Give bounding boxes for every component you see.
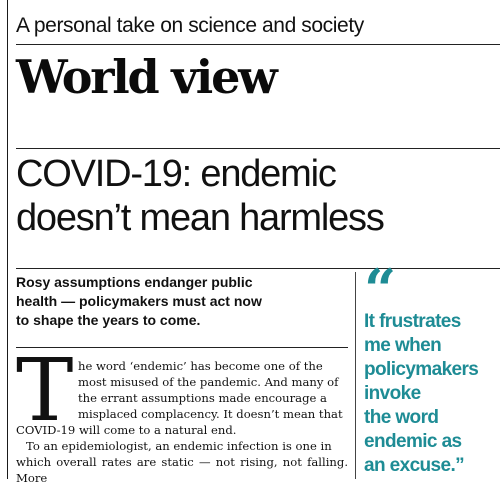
- section-title: World view: [16, 50, 276, 104]
- standfirst-line-2: health — policymakers must act now: [16, 293, 262, 309]
- article-headline: [16, 152, 486, 240]
- body-line: which overall rates are static — not rising, not falling. More: [16, 455, 348, 485]
- section-kicker: A personal take on science and society: [16, 14, 364, 37]
- quote-mark-icon: “: [364, 257, 393, 323]
- pull-quote-line: endemic as: [364, 431, 462, 452]
- body-line: misplaced complacency. It doesn’t mean that: [78, 407, 343, 421]
- left-margin-rule: [7, 0, 8, 479]
- article-body: [16, 358, 348, 486]
- column-divider: [355, 272, 356, 479]
- body-line: he word ‘endemic’ has become one of the: [78, 359, 323, 373]
- body-line: COVID-19 will come to a natural end.: [16, 423, 237, 437]
- drop-cap: T: [16, 341, 74, 441]
- standfirst: [16, 273, 346, 330]
- headline-line-2: doesn’t mean harmless: [16, 197, 384, 239]
- pull-quote-line: the word: [364, 407, 439, 428]
- pull-quote-line: me when: [364, 335, 442, 356]
- body-line: most misused of the pandemic. And many of: [78, 375, 339, 389]
- body-paragraph-1: [16, 358, 348, 422]
- body-line: the errant assumptions made encourage a: [78, 391, 327, 405]
- pull-quote: [364, 310, 498, 478]
- body-line: To an epidemiologist, an endemic infection is one in: [26, 439, 332, 453]
- kicker-divider: [16, 44, 500, 45]
- headline-divider: [16, 268, 500, 269]
- body-paragraph-2: [16, 438, 348, 454]
- pull-quote-line: It frustrates: [364, 311, 461, 332]
- title-divider: [16, 148, 500, 149]
- headline-line-1: COVID-19: endemic: [16, 153, 336, 195]
- standfirst-line-3: to shape the years to come.: [16, 312, 201, 328]
- pull-quote-line: policymakers: [364, 359, 479, 380]
- pull-quote-line: an excuse.”: [364, 455, 465, 476]
- pull-quote-line: invoke: [364, 383, 421, 404]
- standfirst-line-1: Rosy assumptions endanger public: [16, 274, 253, 290]
